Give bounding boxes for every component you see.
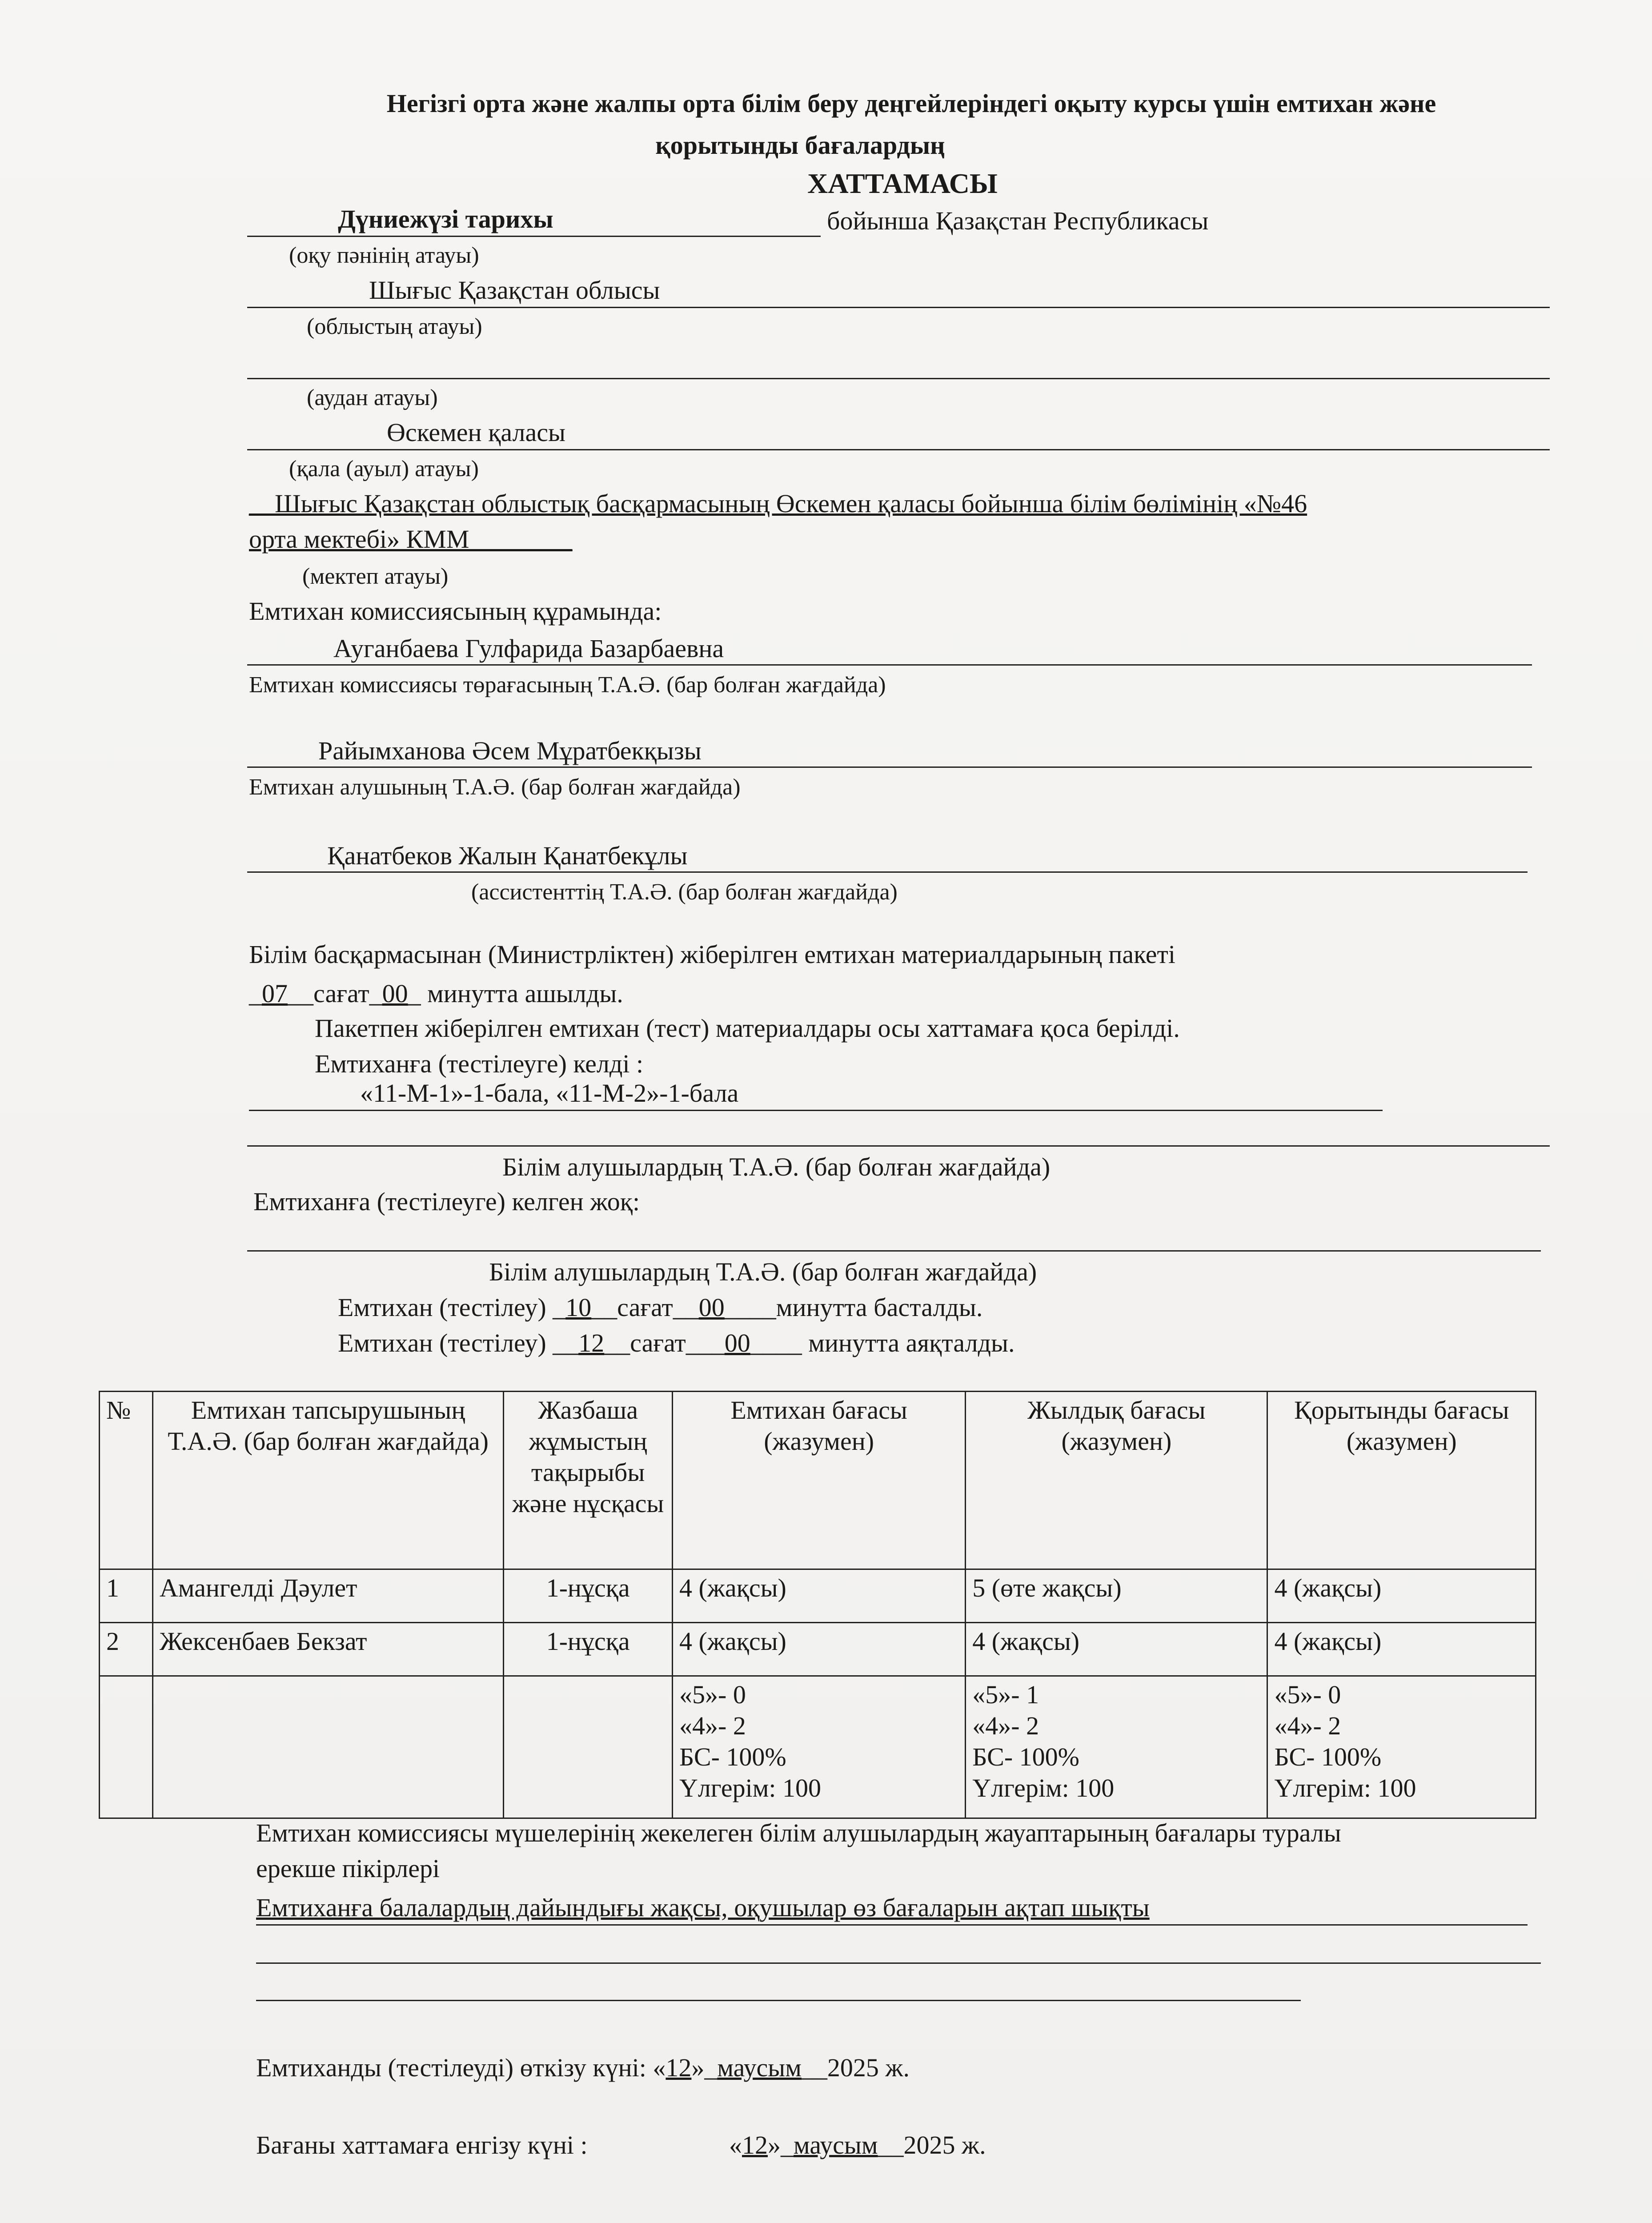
- table-summary-row: [100, 1676, 1536, 1818]
- region-value: Шығыс Қазақстан облысы: [369, 276, 660, 305]
- comments-heading-2: ерекше пікірлері: [256, 1854, 440, 1883]
- subject-value: Дүниежүзі тарихы: [338, 205, 553, 233]
- summary-empty-2: [152, 1676, 503, 1818]
- row-final: 4 (жақсы): [1267, 1623, 1536, 1676]
- examiner-underline: [247, 766, 1532, 768]
- region-caption: (облыстың атауы): [307, 314, 482, 339]
- table-header-row: [100, 1392, 1536, 1569]
- row-name: Амангелді Дәулет: [152, 1569, 503, 1623]
- subject-caption: (оқу пәнінің атауы): [289, 243, 479, 268]
- examiner-name: Райымханова Әсем Мұратбекқызы: [318, 736, 702, 765]
- school-value-line2: орта мектебі» КММ________: [249, 525, 573, 554]
- title-line-2: қорытынды бағалардың: [655, 131, 945, 160]
- city-caption: (қала (ауыл) атауы): [289, 456, 479, 482]
- row-num: 1: [100, 1569, 153, 1623]
- row-exam: 4 (жақсы): [673, 1569, 966, 1623]
- title-line-3: ХАТТАМАСЫ: [807, 168, 998, 199]
- col-final-grade: Қорытынды бағасы (жазумен): [1267, 1392, 1536, 1569]
- arrived-underline-2: [247, 1145, 1550, 1147]
- summary-exam: «5»- 0 «4»- 2 БС- 100% Үлгерім: 100: [673, 1676, 966, 1818]
- col-annual-grade: Жылдық бағасы (жазумен): [966, 1392, 1267, 1569]
- chair-caption: Емтихан комиссиясы төрағасының Т.А.Ә. (бар болған жағдайда): [249, 672, 886, 698]
- school-caption: (мектеп атауы): [302, 564, 449, 589]
- package-minute: 00: [382, 979, 408, 1008]
- title-line-1: Негізгі орта және жалпы орта білім беру деңгейлеріндегі оқыту курсы үшін емтихан және: [386, 89, 1436, 118]
- col-number: №: [100, 1392, 153, 1569]
- assistant-underline: [247, 871, 1528, 873]
- col-topic: Жазбаша жұмыстың тақырыбы және нұсқасы: [504, 1392, 673, 1569]
- row-annual: 4 (жақсы): [966, 1623, 1267, 1676]
- arrived-caption: Білім алушылардың Т.А.Ә. (бар болған жағдайда): [502, 1152, 1051, 1181]
- subject-underline: [247, 236, 821, 237]
- comments-value: Емтиханға балалардың дайындығы жақсы, оқушылар өз бағаларын ақтап шықты: [256, 1893, 1150, 1922]
- summary-final: «5»- 0 «4»- 2 БС- 100% Үлгерім: 100: [1267, 1676, 1536, 1818]
- assistant-name: Қанатбеков Жалын Қанатбекұлы: [327, 841, 688, 870]
- absent-heading: Емтиханға (тестілеуге) келген жоқ:: [253, 1187, 640, 1216]
- package-text: Білім басқармасынан (Министрліктен) жіберілген емтихан материалдарының пакеті: [249, 940, 1176, 969]
- city-value: Өскемен қаласы: [387, 418, 565, 447]
- comments-line-3: [256, 2000, 1301, 2001]
- row-name: Жексенбаев Бекзат: [152, 1623, 503, 1676]
- row-final: 4 (жақсы): [1267, 1569, 1536, 1623]
- subject-suffix: бойынша Қазақстан Республикасы: [827, 206, 1209, 235]
- table-row: [100, 1569, 1536, 1623]
- summary-empty-1: [100, 1676, 153, 1818]
- absent-underline: [247, 1250, 1541, 1252]
- package-opened: _07__сағат_00_ минутта ашылды.: [249, 979, 623, 1008]
- comments-underline: [256, 1924, 1528, 1926]
- arrived-underline: [249, 1110, 1383, 1111]
- examiner-caption: Емтихан алушының Т.А.Ә. (бар болған жағдайда): [249, 774, 741, 800]
- row-topic: 1-нұсқа: [504, 1569, 673, 1623]
- package-hour: 07: [262, 979, 288, 1008]
- arrived-heading: Емтиханға (тестілеуге) келді :: [315, 1049, 644, 1078]
- comments-line-2: [256, 1962, 1541, 1964]
- entry-date-value: «12»_маусым__2025 ж.: [729, 2131, 986, 2159]
- district-caption: (аудан атауы): [307, 385, 438, 410]
- absent-caption: Білім алушылардың Т.А.Ә. (бар болған жағдайда): [489, 1257, 1037, 1286]
- region-underline: [247, 307, 1550, 308]
- district-underline: [247, 378, 1550, 379]
- row-num: 2: [100, 1623, 153, 1676]
- results-table: [99, 1391, 1536, 1819]
- school-value-line1: __Шығыс Қазақстан облыстық басқармасының Өскемен қаласы бойынша білім бөлімінің «№46: [249, 489, 1307, 518]
- comments-heading-1: Емтихан комиссиясы мүшелерінің жекелеген білім алушылардың жауаптарының бағалары туралы: [256, 1818, 1341, 1847]
- table-row: [100, 1623, 1536, 1676]
- package-attached: Пакетпен жіберілген емтихан (тест) материалдары осы хаттамаға қоса берілді.: [315, 1014, 1180, 1043]
- assistant-caption: (ассистенттің Т.А.Ә. (бар болған жағдайда): [471, 879, 898, 905]
- entry-date-label: Бағаны хаттамаға енгізу күні :: [256, 2131, 588, 2159]
- row-annual: 5 (өте жақсы): [966, 1569, 1267, 1623]
- col-exam-grade: Емтихан бағасы (жазумен): [673, 1392, 966, 1569]
- summary-annual: «5»- 1 «4»- 2 БС- 100% Үлгерім: 100: [966, 1676, 1267, 1818]
- chair-underline: [247, 664, 1532, 666]
- exam-date: Емтиханды (тестілеуді) өткізу күні: «12»_маусым__2025 ж.: [256, 2053, 910, 2082]
- col-name: Емтихан тапсырушының Т.А.Ә. (бар болған жағдайда): [152, 1392, 503, 1569]
- summary-empty-3: [504, 1676, 673, 1818]
- row-topic: 1-нұсқа: [504, 1623, 673, 1676]
- exam-end: Емтихан (тестілеу) __12__сағат___00____ минутта аяқталды.: [338, 1328, 1015, 1357]
- exam-start: Емтихан (тестілеу) _10__сағат__00____минутта басталды.: [338, 1293, 983, 1322]
- chair-name: Ауганбаева Гулфарида Базарбаевна: [333, 634, 724, 663]
- commission-heading: Емтихан комиссиясының құрамында:: [249, 597, 662, 626]
- city-underline: [247, 449, 1550, 450]
- arrived-value: «11-М-1»-1-бала, «11-М-2»-1-бала: [360, 1079, 739, 1107]
- row-exam: 4 (жақсы): [673, 1623, 966, 1676]
